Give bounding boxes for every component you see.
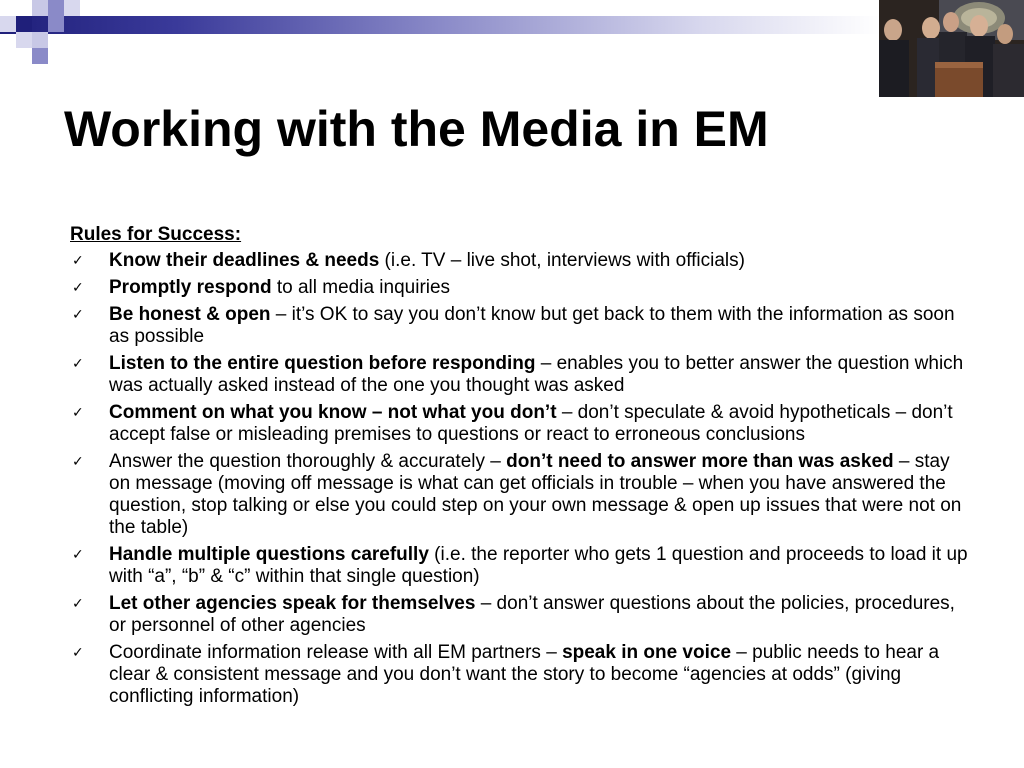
checkmark-icon: ✓ [72, 596, 84, 612]
rule-text: Answer the question thoroughly & accurately – [109, 451, 507, 472]
decor-square [16, 16, 32, 32]
rule-item [70, 593, 970, 637]
rules-heading: Rules for Success: [70, 224, 242, 245]
rule-bold-text: speak in one voice [562, 642, 732, 663]
checkmark-icon: ✓ [72, 645, 84, 661]
decor-square [64, 0, 80, 16]
rule-bold-text: Let other agencies speak for themselves [109, 593, 476, 614]
checkmark-icon: ✓ [72, 454, 84, 470]
rule-text: – enables you to better answer the question which was actually asked instead of the one you thought was asked [109, 353, 964, 396]
slide-content [70, 224, 970, 713]
decor-square [48, 0, 64, 16]
rule-bold-text: Know their deadlines & needs [109, 250, 380, 271]
rule-text: – stay on message (moving off message is what can get officials in trouble – when you have answered the question, stop talking or else you could step on your own message & open up issues that were not on the table) [109, 451, 962, 538]
rule-text: (i.e. the reporter who gets 1 question and proceeds to load it up with “a”, “b” & “c” within that single question) [109, 544, 968, 587]
decor-square [32, 32, 48, 48]
rule-text: – don’t answer questions about the policies, procedures, or personnel of other agencies [109, 593, 955, 636]
decor-square [32, 0, 48, 16]
checkmark-icon: ✓ [72, 356, 84, 372]
checkmark-icon: ✓ [72, 280, 84, 296]
rule-bold-text: Handle multiple questions carefully [109, 544, 429, 565]
decor-square [48, 16, 64, 32]
rule-item [70, 277, 970, 299]
checkmark-icon: ✓ [72, 405, 84, 421]
decor-square [32, 48, 48, 64]
rule-text: (i.e. TV – live shot, interviews with officials) [379, 250, 745, 271]
rule-bold-text: Be honest & open [109, 304, 271, 325]
rule-text: – don’t speculate & avoid hypotheticals – don’t accept false or misleading premises to questions or react to erroneous conclusions [109, 402, 953, 445]
decor-square [16, 32, 32, 48]
press-conference-photo [879, 0, 1024, 97]
rule-text: Coordinate information release with all EM partners – [109, 642, 563, 663]
checkmark-icon: ✓ [72, 253, 84, 269]
checkmark-icon: ✓ [72, 547, 84, 563]
rule-bold-text: Listen to the entire question before responding [109, 353, 536, 374]
rule-text: – public needs to hear a clear & consistent message and you don’t want the story to become “agencies at odds” (giving conflicting information) [109, 642, 940, 707]
header-band [0, 16, 880, 34]
slide-title: Working with the Media in EM [64, 101, 769, 157]
rule-item [70, 544, 970, 588]
rule-bold-text: Promptly respond [109, 277, 272, 298]
rule-item [70, 402, 970, 446]
rules-list [70, 250, 970, 708]
rule-bold-text: don’t need to answer more than was asked [506, 451, 894, 472]
rule-item [70, 250, 970, 272]
checkmark-icon: ✓ [72, 307, 84, 323]
rule-text: – it’s OK to say you don’t know but get back to them with the information as soon as possible [109, 304, 955, 347]
rule-bold-text: Comment on what you know – not what you don’t [109, 402, 557, 423]
rule-item [70, 451, 970, 539]
rule-item [70, 642, 970, 708]
rule-item [70, 304, 970, 348]
decor-square [0, 16, 16, 32]
rule-item [70, 353, 970, 397]
rule-text: to all media inquiries [271, 277, 451, 298]
